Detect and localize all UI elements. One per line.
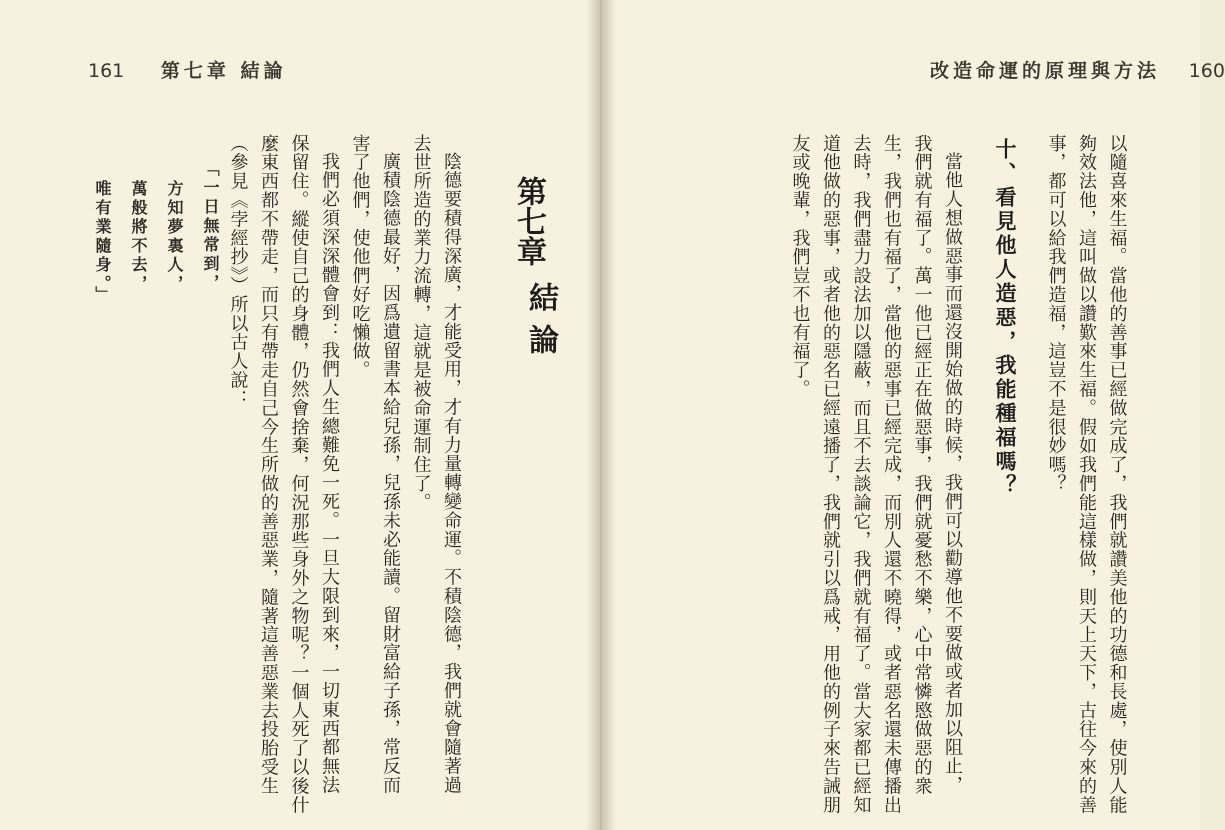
book-gutter (586, 0, 616, 830)
body-line: 廣積陰德最好，因爲遺留書本給兒孫，兒孫未必能讀。留財富給子孫，常反而 (380, 152, 401, 795)
chapter-title: 結論 (523, 282, 558, 366)
body-line: 害了他們，使他們好吃懶做。 (349, 134, 371, 380)
left-page-number: 161 (88, 60, 125, 82)
right-body-text-top (1040, 134, 1132, 815)
right-body-text-bottom (784, 134, 967, 815)
left-page (0, 0, 598, 830)
poem-line: 「一日無常到， (201, 160, 220, 293)
body-line: 友或晚輩，我們豈不也有福了。 (789, 134, 811, 399)
body-line: 生，我們也有福了，當他的惡事已經完成，而別人還不曉得，或者惡名還未傳播出 (881, 134, 902, 815)
right-running-header (930, 56, 1225, 83)
poem-line: 萬般將不去， (129, 180, 148, 294)
body-line: （參見《孛經抄》）所以古人說： (227, 134, 249, 409)
body-line: 我們就有福了。萬一他已經正在做惡事，我們就憂愁不樂，心中常憐愍做惡的衆 (911, 134, 933, 796)
body-line: 麼東西都不帶走，而只有帶走自己今生所做的善惡業，隨著這善惡業去投胎受生 (258, 134, 279, 796)
left-body-text (222, 134, 466, 815)
body-line: 去時，我們盡力設法加以隱蔽，而且不去談論它，我們就有福了。當大家都已經知 (850, 134, 872, 815)
body-line: 夠效法他，這叫做以讚歎來生福。假如我們能這樣做，則天上天下，古往今來的善 (1076, 134, 1097, 815)
body-line: 當他人想做惡事而還沒開始做的時候，我們可以勸導他不要做或者加以阻止， (942, 152, 963, 795)
right-running-head-text: 改造命運的原理與方法 (930, 60, 1161, 82)
chapter-number: 第七章 (511, 176, 546, 266)
body-line: 陰德要積得深廣，才能受用，才有力量轉變命運。不積陰德，我們就會隨著過 (441, 152, 462, 795)
body-line: 以隨喜來生福。當他的善事已經做完成了，我們就讚美他的功德和長處，使別人能 (1106, 134, 1128, 815)
body-line: 保留住。縱使自己的身體，仍然會捨棄，何況那些身外之物呢？一個人死了以後什 (288, 134, 310, 815)
body-line: 我們必須深深體會到：我們人生總難免一死。一旦大限到來，一切東西都無法 (319, 152, 340, 795)
left-running-header (88, 56, 287, 83)
poem-line: 唯有業隨身。」 (93, 180, 112, 305)
right-page (604, 0, 1225, 830)
left-running-head-text: 第七章 結論 (160, 60, 287, 82)
section-heading: 十、看見他人造惡，我能種福嗎？ (993, 138, 1017, 498)
right-page-number: 160 (1188, 60, 1225, 82)
body-line: 事，都可以給我們造福，這豈不是很妙嗎？ (1045, 134, 1067, 494)
body-line: 道他做的惡事，或者他的惡名已經遠播了，我們就引以爲戒，用他的例子來告誡朋 (820, 134, 841, 815)
quoted-poem (84, 160, 228, 520)
poem-line: 方知夢裏人， (165, 180, 184, 294)
body-line: 去世所造的業力流轉，這就是被命運制住了。 (410, 134, 432, 512)
